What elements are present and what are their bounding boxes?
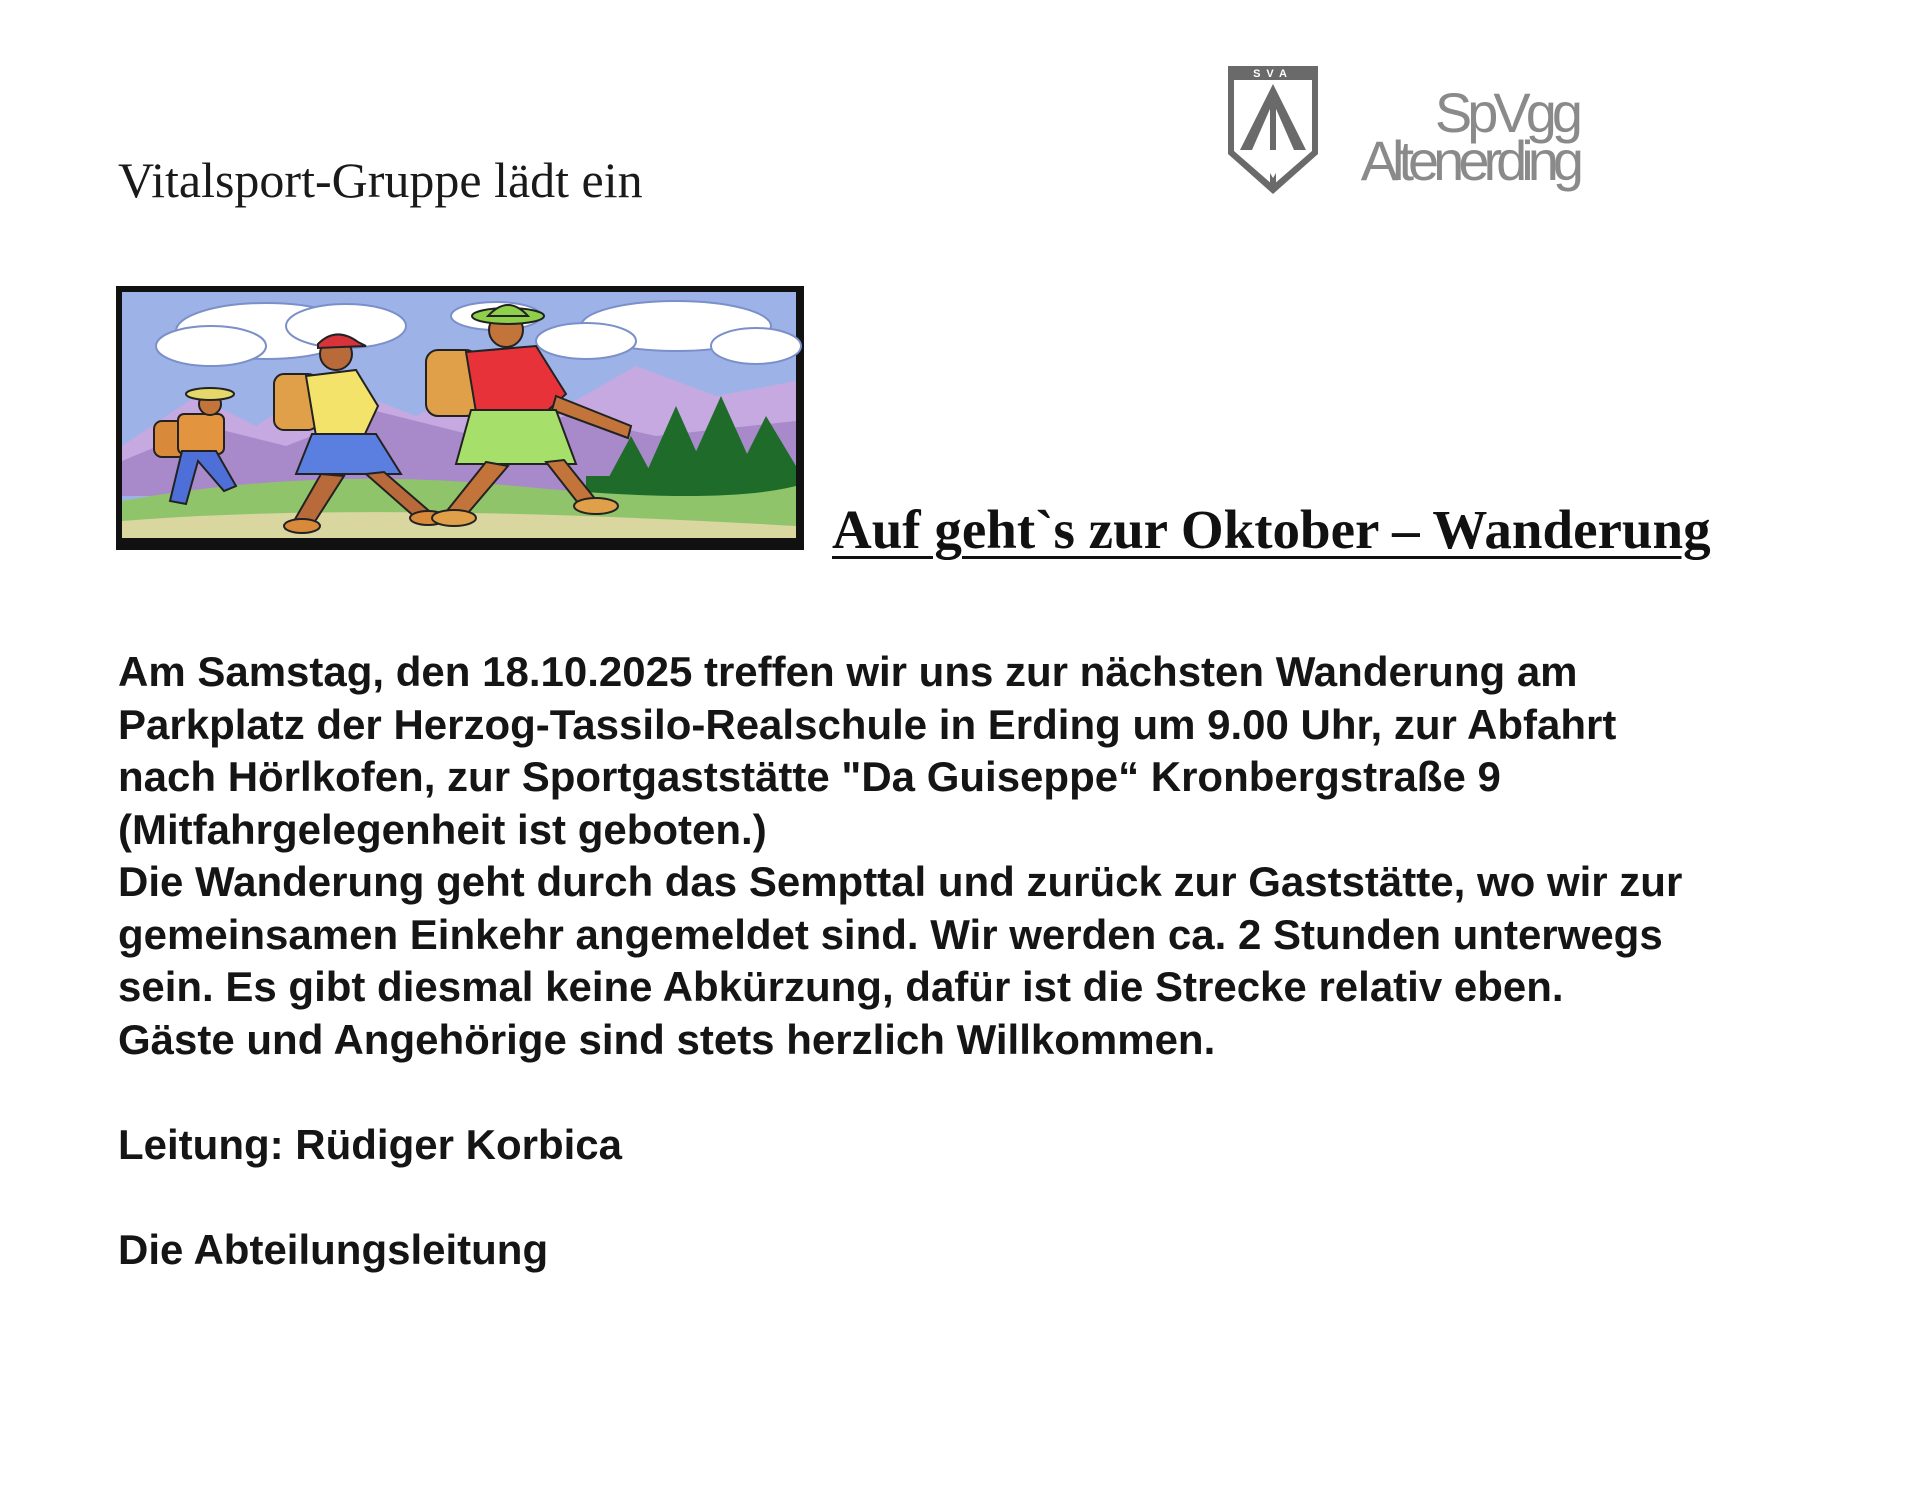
body-line: Parkplatz der Herzog-Tassilo-Realschule in Erding um 9.00 Uhr, zur Abfahrt	[118, 700, 1617, 748]
body-line: sein. Es gibt diesmal keine Abkürzung, dafür ist die Strecke relativ eben.	[118, 963, 1564, 1010]
logo-name-line1: SpVgg	[1434, 81, 1578, 144]
body-line: Am Samstag, den 18.10.2025 treffen wir uns zur nächsten Wanderung am	[118, 648, 1578, 695]
hikers-illustration	[116, 286, 804, 550]
logo-name-line2: Altenerding	[1360, 129, 1578, 192]
body-line: Die Wanderung geht durch das Sempttal und zurück zur Gaststätte, wo wir zur	[118, 858, 1683, 905]
leader-line: Leitung: Rüdiger Korbica	[118, 1120, 622, 1168]
club-crest-icon	[1228, 66, 1318, 194]
invitation-body	[118, 646, 1838, 1276]
headline: Auf geht`s zur Oktober – Wanderung	[832, 499, 1711, 560]
body-line: Gäste und Angehörige sind stets herzlich Willkommen.	[118, 1015, 1216, 1063]
intro-text: Vitalsport-Gruppe lädt ein	[118, 152, 643, 208]
paragraph-spacer	[118, 1171, 1838, 1224]
signature-line: Die Abteilungsleitung	[118, 1225, 549, 1273]
paragraph-spacer	[118, 1066, 1838, 1119]
svg-text:SVA: SVA	[1253, 68, 1293, 80]
body-line: nach Hörlkofen, zur Sportgaststätte "Da Guiseppe“ Kronbergstraße 9	[118, 753, 1501, 800]
body-line: (Mitfahrgelegenheit ist geboten.)	[118, 805, 767, 853]
club-logo	[1218, 62, 1598, 202]
body-line: gemeinsamen Einkehr angemeldet sind. Wir werden ca. 2 Stunden unterwegs	[118, 910, 1663, 958]
